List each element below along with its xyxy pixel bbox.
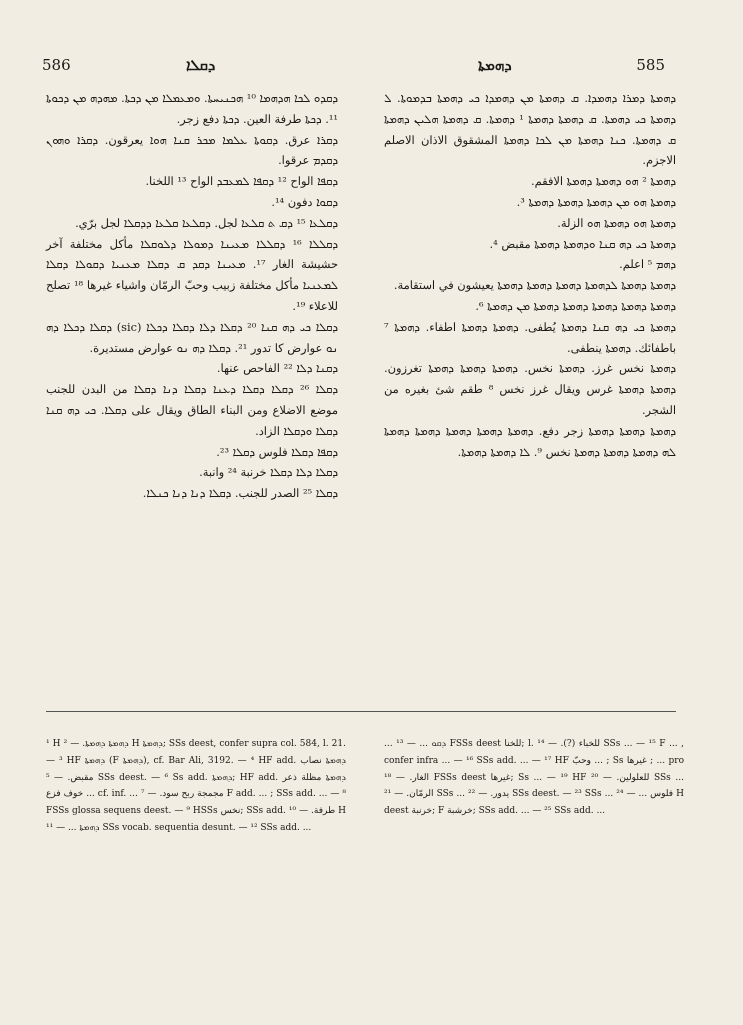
lexicon-entry: ܕܩܠܠܐ ¹⁶ ܕܩܠܠܐ ܡܥܝܢܐ ܕܡܘܠܐ ܕܠܘܩܠܐ مأكل مختلفة آخر حشيشة الغار ¹⁷. ܡܥܝܢܐ ܕܩܕ ܩ ܕܩܠܐ ܡܥܢܝܐ ܕܩܘܠܐ ܕܩܠܐ ܠܡܥܢܝܐ مأكل مختلفة زبيب وحبّ الرمّان واشياء غيرها ¹⁸ تصلح للاعلاء ¹⁹.	[46, 236, 339, 313]
lexicon-entry: ܕܗܡܬܐ ܕܗܡܬܐ ܕܗܡܬܐ زجر دفع. ܕܗܡܬܐ ܕܗܡܬܐ ܕܗܡܬܐ ܕܗܡܬܐ ܕܗܡܬܐ ܠܗ ܕܗܡܬܐ ܕܗܡܬܐ ܕܗܡܬܐ نخس ⁹. ܠܐ ܕܗܡܬܐ ܕܗܡܬܐ.	[384, 423, 676, 459]
right-page-number: 585	[636, 56, 665, 74]
lexicon-entry: ܕܗܡܬܐ ² ܗܘ ܕܗܡܬܐ ܕܗܡܬܐ الافقم.	[530, 174, 676, 189]
lexicon-entry: ܕܩܠܥܐ ¹⁵ ܕܩ ܬ ܩܠܥܐ لجل. ܕܩܠܥܐ ܩܠܥܐ ܕܕܩܠܐ لجل برّي.	[75, 215, 338, 230]
left-text-column	[46, 88, 338, 504]
left-page-number: 586	[42, 56, 71, 74]
lexicon-entry: ܕܩܪܐ عرق. ܕܩܘܬܐ ܥܠܡܐ ܡܟܪ ܩܢܐ ܗܘܐ يعرقون. ܕܩܪܐ ܘܗܘܢ ܕܩܕܡ عرقوا.	[46, 132, 338, 168]
lexicon-entry: ܕܗܡܬܐ ܟܝ ܕܗ ܩܢܐ ܘܕܗܡܬܐ ܕܗܡܬܐ مقبض ⁴.	[489, 236, 676, 251]
lexicon-entry: ܕܗܡܬܐ ܟܝ ܕܗ ܩܢܐ ܕܗܡܬܐ يُطفى. ܕܗܡܬܐ ܕܗܡܬܐ اطفاء. ܕܗܡܬܐ ⁷ باطفائك. ܕܗܡܬܐ ينطفى.	[384, 319, 676, 355]
page-header	[0, 56, 743, 78]
lexicon-entry: ܕܗܡܬܐ ܕܗܡܬܐ ܠܕܗܡܬܐ ܕܗܡܬܐ ܕܗܡܬܐ ܕܗܡܬܐ يعيشون في استقامة.	[393, 278, 676, 293]
left-footnotes	[46, 736, 346, 837]
lexicon-entry: ܕܩܠܐ ܟܝ ܕܗ ܩܢܐ ²⁰ ܕܩܠܐ ܕܠܐ ܕܩܠܐ ܕܟܠܐ (sic) ܕܩܠܐ ܕܟܠܐ ܕܗ ܢܘ عوارض كا تدور ²¹. ܕܩܠܐ ܕܗ ܢܘ عوارض مستديرة.	[46, 319, 338, 355]
lexicon-entry: ܕܩܦܐ الواح ¹² ܕܩܦܐ ܠܡܥܒܕ الواح ¹³ اللخنا.	[145, 174, 338, 189]
lexicon-entry: ܕܩܕܘ ܠܟܐ ܗܕܗܡܐ ¹⁰ ܗܟܢܝܚܬܐ. ܘܡܥܡܠܐ ܡܢ ܕܟܬܐ. ܡܗܕܗ ܡܢ ܕܟܘܬܐ ¹¹. ܕܟܬܐ طرفة العين. ܕܟܬܐ دفع زجر.	[46, 91, 338, 126]
lexicon-entry: ܕܗܡܬܐ نخس غرز. ܕܗܡܬܐ نخس. ܕܗܡܬܐ ܕܗܡܬܐ ܕܗܡܬܐ تغرزون. ܕܗܡܬܐ ܕܗܡܬܐ غرس ويقال غرز نخس ⁸ طقم شئ بغيره من الشجر.	[384, 361, 676, 417]
lexicon-entry: ܕܗܡ ⁵ اعلم.	[619, 257, 676, 272]
lexicon-entry: ܕܩܢܐ ܕܠܐ ²² الفاحص عنها.	[216, 361, 338, 376]
lexicon-entry: ܕܩܦܐ ܕܩܠܐ فلوس ܕܩܠܐ ²³.	[216, 444, 338, 459]
lexicon-entry: ܕܩܠܐ ²⁵ الصدر للجنب. ܕܩܠܐ ܕܢܐ ܕܢܐ ܟܢܠܐ.	[142, 486, 338, 501]
right-text-column	[384, 88, 676, 462]
lexicon-entry: ܕܩܘܐ دفون ¹⁴.	[271, 194, 338, 209]
lexicon-entry: ܕܗܡܬܐ ܗܘ ܕܗܡܬܐ ܗܘ الزلة.	[557, 215, 676, 230]
lexicon-entry: ܕܗܡܬܐ ܗܘ ܡܢ ܕܗܡܬܐ ܕܗܡܬܐ ܕܗܡܬܐ ³.	[516, 194, 676, 209]
right-footnotes	[384, 736, 684, 820]
lexicon-entry: ܕܩܠܐ ²⁶ ܕܩܠܐ ܕܩܠܐ ܕܥܢܐ ܕܩܠܐ ܕܢܐ ܕܩܠܐ من البدن للجنب موضع الاضلاع ومن البناء الطاق ويقال على ܕܩܠܐ. ܟܝ ܕܗ ܩܢܐ ܕܩܠܐ ܘܕܩܠܐ الزاد.	[46, 382, 339, 438]
footnote-divider	[46, 711, 676, 712]
lexicon-entry: ܕܗܡܬܐ ܕܡܪܐ ܕܗܡܕܐ. ܩ ܕܗܡܬܐ ܡܢ ܕܗܡܕܐ ܟܝ ܕܗܡܬܐ ܒܕܡܘܬܐ. ܠ ܕܗܡܬܐ ܟܝ ܕܗܡܬܐ. ܩ ܕܗܡܬܐ ܕܗܡܬܐ ¹ ܕܗܡܬܐ. ܩ ܕܗܡܬܐ ܗܠܝܢ ܕܗܡܬܐ ܩ ܕܗܡܬܐ. ܟܢܐ ܕܗܡܬܐ ܡܢ ܠܟܐ ܕܗܡܬܐ المشقوق الاذان الاصلم الاجزم.	[384, 91, 677, 168]
footnote-block: ... ܕܩܘ ... — ¹³ FSSs deest للخنا; l. للخباء (?). — ¹⁴ SSs ... — ¹⁵ F ... , confer infra ... — ¹⁶ SSs add. ... — ¹⁷ HF وحبّ ... ; Ss غيرها ; ... pro الغار. — ¹⁸ FSSs deest غيرها; Ss ... — ¹⁹ HF للعلولين. — ²⁰ SSs ... الرمّان. — ²¹ SSs ... يدور. — ²² SSs deest. — ²³ SSs ... فلوس ... — ²⁴ H deest خرنبة; F خرشبة; SSs add. ... — ²⁵ SSs add. ...	[384, 739, 684, 817]
footnote-block: ¹ H ܕܗܡܬܐ ܕܗܡܬܐ. — ² H ܕܗܡܬܐ; SSs deest, confer supra col. 584, l. 21. — ³ HF ܕܗܡܬܐ (F ܕܗܡܬܐ), cf. Bar Ali, 3192. — ⁴ HF add. ܕܗܡܬܐ نصاب مقبض. — ⁵ SSs deest. — ⁶ Ss add. ܕܗܡܬܐ; HF add. ܕܗܡܬܐ مظلة ذعر خوف فزع ... cf. inf. ... مجمجة ربح سود. — ⁷ F add. ... ; SSs add. ... — ⁸ FSSs glossa sequens deest. — ⁹ HSSs نخس; SSs add. طرفة. — ¹⁰ H ܕܗܡܬܐ ... — ¹¹ SSs vocab. sequentia desunt. — ¹² SSs add. ...	[46, 739, 346, 833]
lexicon-entry: ܕܩܠܐ ܕܠܐ ܕܩܠܐ خرنبة ²⁴ وانبة.	[199, 465, 338, 480]
right-running-head: ܕܗܡܬܐ	[478, 56, 512, 74]
lexicon-entry: ܕܗܡܬܐ ܕܗܡܬܐ ܕܗܡܬܐ ܕܗܡܬܐ ܕܗܡܬܐ ܡܢ ܕܗܡܬܐ ⁶.	[475, 298, 676, 313]
left-running-head: ܕܩܠܐ	[186, 56, 216, 74]
